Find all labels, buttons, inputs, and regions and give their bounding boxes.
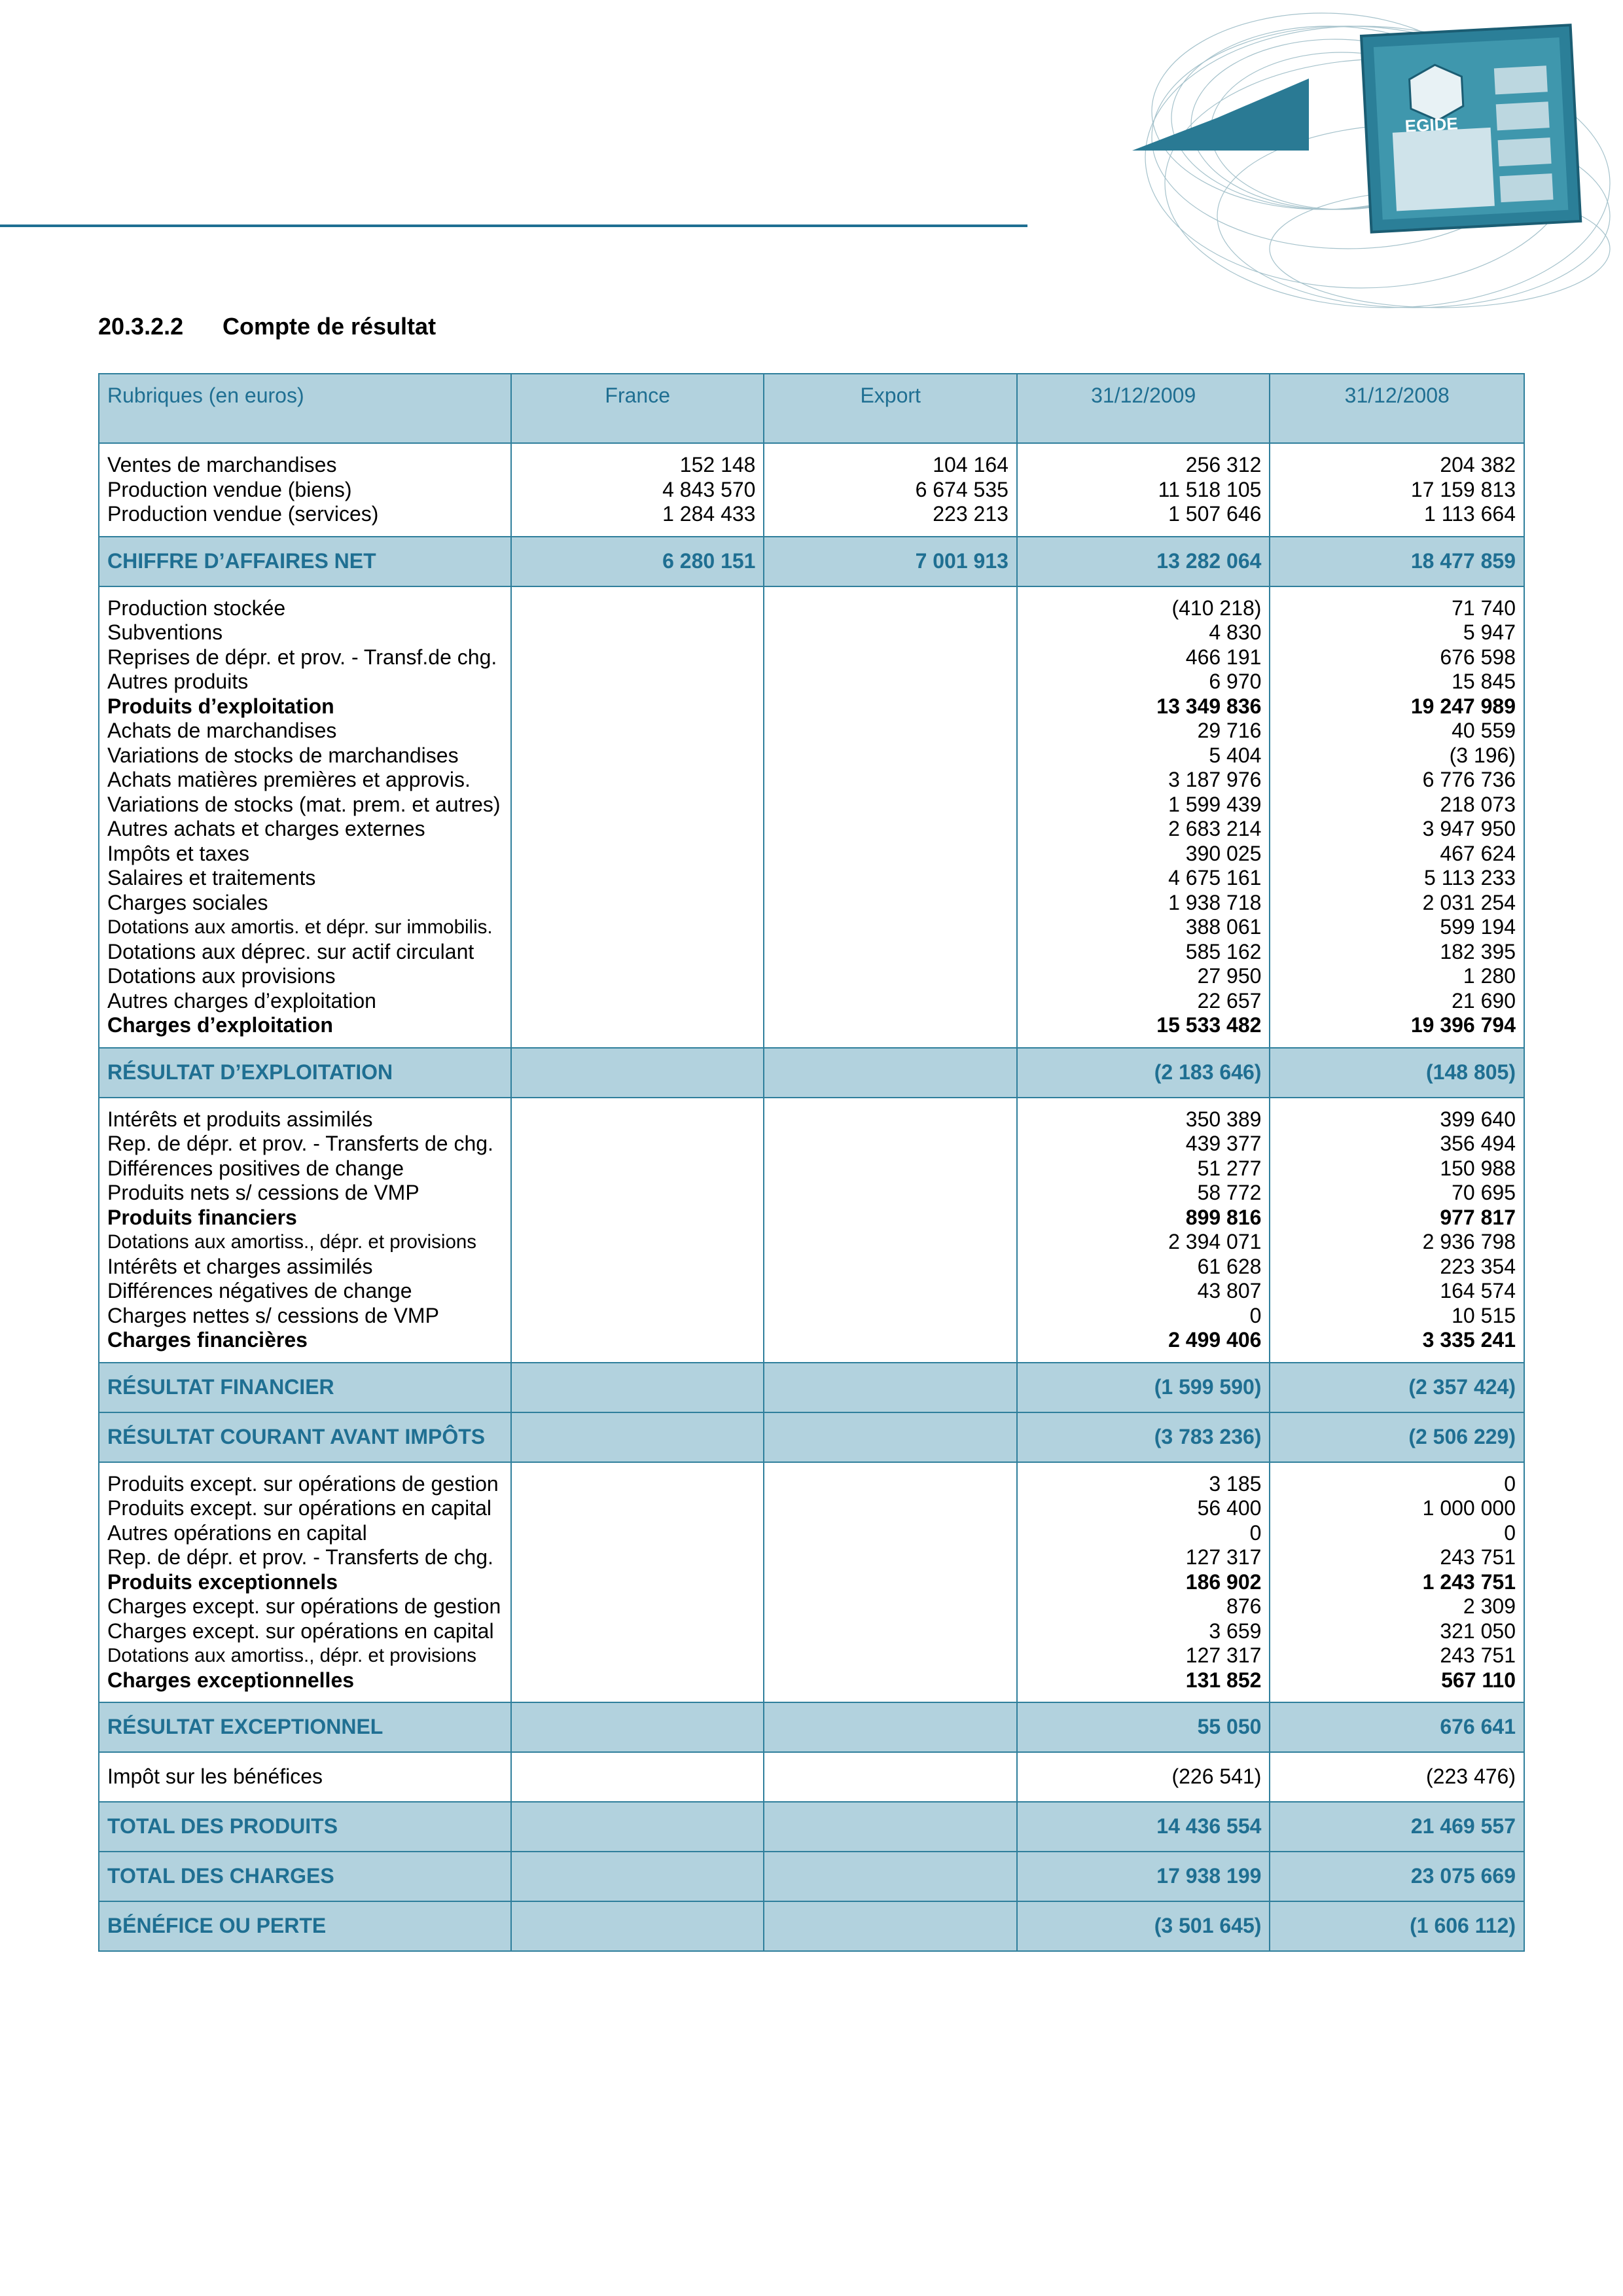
section-number: 20.3.2.2 — [98, 313, 184, 340]
row-value — [520, 694, 755, 719]
label-cell — [99, 1098, 511, 1363]
row-value: 567 110 — [1441, 1668, 1516, 1692]
row-value — [772, 1279, 1008, 1304]
row-label: Achats de marchandises — [107, 719, 337, 742]
row-value: 204 382 — [1440, 453, 1516, 476]
row-value: 6 970 — [1209, 670, 1262, 693]
row-value: 223 213 — [933, 502, 1008, 526]
row-value: 676 598 — [1440, 645, 1516, 669]
row-value — [520, 719, 755, 744]
row-value — [520, 1013, 755, 1038]
value-cell-ex — [764, 1702, 1016, 1752]
row-value: 1 507 646 — [1168, 502, 1262, 526]
row-label: Charges financières — [107, 1328, 308, 1352]
row-value — [520, 1594, 755, 1619]
row-value: 876 — [1226, 1594, 1262, 1618]
row-value: 0 — [1249, 1303, 1262, 1327]
value-cell-y2008: 676 641 — [1270, 1702, 1524, 1752]
row-value — [772, 1496, 1008, 1521]
value-cell-y2008: 21 469 557 — [1270, 1802, 1524, 1852]
row-value: 243 751 — [1440, 1545, 1516, 1569]
row-value: 0 — [1504, 1471, 1516, 1496]
row-value: 2 031 254 — [1422, 890, 1516, 914]
header-rule — [0, 224, 1027, 227]
value-cell-ex — [764, 1852, 1016, 1901]
row-value — [772, 1328, 1008, 1353]
row-label: RÉSULTAT EXCEPTIONNEL — [99, 1702, 511, 1752]
label-cell — [99, 1462, 511, 1703]
value-cell-ex — [764, 1412, 1016, 1462]
row-label: Différences négatives de change — [107, 1279, 412, 1302]
value-cell-y2008 — [1270, 443, 1524, 537]
row-label: Rep. de dépr. et prov. - Transferts de chg. — [107, 1545, 493, 1569]
row-value: 2 499 406 — [1168, 1328, 1262, 1352]
row-value — [772, 1594, 1008, 1619]
value-cell-y2009: 55 050 — [1017, 1702, 1270, 1752]
row-value — [772, 1668, 1008, 1693]
row-value — [772, 719, 1008, 744]
value-cell-y2008: (2 506 229) — [1270, 1412, 1524, 1462]
row-value: 3 185 — [1209, 1471, 1262, 1496]
row-value — [520, 1619, 755, 1644]
row-label: Reprises de dépr. et prov. - Transf.de chg. — [107, 645, 497, 669]
value-cell-ex — [764, 1802, 1016, 1852]
value-cell-y2009: (1 599 590) — [1017, 1363, 1270, 1412]
summary-row — [99, 1852, 1524, 1901]
row-value: 4 675 161 — [1168, 866, 1262, 889]
row-value: 0 — [1504, 1520, 1516, 1545]
row-label: BÉNÉFICE OU PERTE — [99, 1901, 511, 1951]
value-cell-fr — [511, 1098, 764, 1363]
value-cell-ex — [764, 1752, 1016, 1802]
row-value: 61 628 — [1197, 1254, 1262, 1278]
row-value — [520, 1545, 755, 1570]
row-value: 899 816 — [1185, 1205, 1262, 1229]
row-value: 127 317 — [1185, 1643, 1262, 1667]
row-value — [772, 891, 1008, 916]
row-value — [520, 1643, 755, 1668]
row-label: Variations de stocks de marchandises — [107, 743, 459, 767]
row-label: TOTAL DES PRODUITS — [99, 1802, 511, 1852]
row-value — [772, 842, 1008, 867]
value-cell-fr — [511, 1702, 764, 1752]
row-value: 15 845 — [1452, 670, 1516, 693]
row-value: 56 400 — [1197, 1496, 1262, 1520]
row-value — [772, 866, 1008, 891]
row-value: 2 936 798 — [1422, 1230, 1516, 1253]
row-value — [772, 744, 1008, 768]
value-cell-ex — [764, 443, 1016, 537]
row-value: 4 830 — [1209, 620, 1262, 644]
row-label: Produits nets s/ cessions de VMP — [107, 1181, 419, 1204]
value-cell-ex: 7 001 913 — [764, 537, 1016, 586]
row-value — [772, 793, 1008, 817]
row-value — [772, 817, 1008, 842]
row-value: 439 377 — [1185, 1132, 1262, 1155]
table-row — [99, 1752, 1524, 1802]
row-value: 71 740 — [1452, 596, 1516, 620]
row-label: Charges d’exploitation — [107, 1013, 333, 1037]
value-cell-y2008: 18 477 859 — [1270, 537, 1524, 586]
value-cell-y2009: (2 183 646) — [1017, 1048, 1270, 1098]
row-label: Charges sociales — [107, 890, 268, 914]
row-value — [772, 1157, 1008, 1181]
egide-logo — [1047, 0, 1623, 314]
row-value: 43 807 — [1197, 1279, 1262, 1302]
value-cell-fr — [511, 1412, 764, 1462]
row-label: Autres opérations en capital — [107, 1520, 367, 1545]
row-value — [772, 1181, 1008, 1206]
row-label: RÉSULTAT COURANT AVANT IMPÔTS — [99, 1412, 511, 1462]
row-value: 2 309 — [1463, 1594, 1516, 1618]
row-value — [520, 964, 755, 989]
row-value: 3 187 976 — [1168, 768, 1262, 791]
row-value: 13 349 836 — [1156, 694, 1262, 718]
row-value: 70 695 — [1452, 1181, 1516, 1204]
row-value — [520, 866, 755, 891]
row-value: 21 690 — [1452, 988, 1516, 1013]
row-value: 186 902 — [1185, 1570, 1262, 1594]
row-value: 127 317 — [1185, 1545, 1262, 1569]
value-cell-fr — [511, 1363, 764, 1412]
detail-block — [99, 1098, 1524, 1363]
row-value: 256 312 — [1185, 453, 1262, 476]
row-value — [772, 670, 1008, 694]
row-value: 0 — [1249, 1520, 1262, 1545]
value-cell-fr — [511, 1802, 764, 1852]
summary-row — [99, 1048, 1524, 1098]
row-label: Impôts et taxes — [107, 841, 249, 865]
row-value — [520, 1328, 755, 1353]
row-value — [520, 1472, 755, 1497]
row-label: Rep. de dépr. et prov. - Transferts de chg. — [107, 1132, 493, 1155]
row-label: Charges except. sur opérations en capital — [107, 1619, 494, 1643]
row-value — [520, 940, 755, 965]
detail-block — [99, 1462, 1524, 1703]
row-value: 2 394 071 — [1168, 1230, 1262, 1253]
row-value: 399 640 — [1440, 1107, 1516, 1131]
row-value — [520, 1107, 755, 1132]
detail-block — [99, 443, 1524, 537]
row-value — [520, 768, 755, 793]
row-value — [772, 940, 1008, 965]
row-value — [520, 989, 755, 1014]
row-label: Ventes de marchandises — [107, 453, 337, 476]
row-value — [772, 768, 1008, 793]
value-cell-y2009: 13 282 064 — [1017, 537, 1270, 586]
row-value: 243 751 — [1440, 1643, 1516, 1667]
value-cell-ex — [764, 1098, 1016, 1363]
row-value: 599 194 — [1440, 915, 1516, 939]
row-value — [772, 1619, 1008, 1644]
row-label: Impôt sur les bénéfices — [99, 1752, 511, 1802]
value-cell-y2009 — [1017, 1098, 1270, 1363]
row-value — [772, 1545, 1008, 1570]
row-value: 11 518 105 — [1158, 477, 1262, 501]
row-value — [520, 1496, 755, 1521]
row-label: Produits except. sur opérations de gestion — [107, 1471, 499, 1496]
row-value: 58 772 — [1197, 1181, 1262, 1204]
row-value: 223 354 — [1440, 1254, 1516, 1278]
row-label: Production vendue (services) — [107, 502, 379, 526]
row-value: 6 776 736 — [1422, 768, 1516, 791]
value-cell-ex — [764, 1901, 1016, 1951]
summary-row — [99, 537, 1524, 586]
row-value: 10 515 — [1452, 1303, 1516, 1327]
row-value — [772, 964, 1008, 989]
row-value — [520, 744, 755, 768]
row-value: 3 335 241 — [1422, 1328, 1516, 1352]
row-value: 218 073 — [1440, 792, 1516, 816]
value-cell-y2008 — [1270, 1098, 1524, 1363]
column-header: Export — [764, 374, 1016, 443]
row-value — [772, 620, 1008, 645]
column-header: 31/12/2009 — [1017, 374, 1270, 443]
row-label: Différences positives de change — [107, 1156, 404, 1180]
row-value — [520, 1230, 755, 1255]
row-value — [772, 1132, 1008, 1157]
row-value: 1 599 439 — [1168, 792, 1262, 816]
value-cell-fr — [511, 1752, 764, 1802]
row-label: Dotations aux amortiss., dépr. et provisions — [107, 1645, 477, 1666]
row-value — [772, 694, 1008, 719]
value-cell-fr: 6 280 151 — [511, 537, 764, 586]
row-value — [520, 596, 755, 621]
value-cell-y2008: (223 476) — [1270, 1752, 1524, 1802]
row-value: 51 277 — [1197, 1156, 1262, 1180]
row-value: 104 164 — [933, 453, 1008, 476]
value-cell-y2009: (226 541) — [1017, 1752, 1270, 1802]
row-value — [520, 645, 755, 670]
detail-block — [99, 586, 1524, 1048]
row-value — [772, 645, 1008, 670]
row-label: Dotations aux déprec. sur actif circulant — [107, 939, 474, 963]
row-label: Variations de stocks (mat. prem. et autres) — [107, 792, 501, 816]
value-cell-ex — [764, 1048, 1016, 1098]
row-value — [520, 842, 755, 867]
row-value: 3 947 950 — [1422, 817, 1516, 840]
row-label: Autres charges d’exploitation — [107, 988, 376, 1013]
row-value — [772, 1107, 1008, 1132]
value-cell-ex — [764, 1462, 1016, 1703]
row-value: 390 025 — [1185, 841, 1262, 865]
row-value: 466 191 — [1185, 645, 1262, 669]
row-value: 6 674 535 — [915, 477, 1008, 501]
row-value — [520, 817, 755, 842]
row-value: 356 494 — [1440, 1132, 1516, 1155]
row-value — [520, 1181, 755, 1206]
summary-row — [99, 1363, 1524, 1412]
row-value — [772, 989, 1008, 1014]
row-value — [520, 1304, 755, 1329]
row-value: 5 947 — [1463, 620, 1516, 644]
row-label: Produits financiers — [107, 1205, 297, 1229]
row-value — [772, 1472, 1008, 1497]
row-label: Intérêts et charges assimilés — [107, 1254, 373, 1278]
column-header: 31/12/2008 — [1270, 374, 1524, 443]
row-value — [520, 1157, 755, 1181]
row-label: Charges except. sur opérations de gestion — [107, 1594, 501, 1618]
row-value: 1 938 718 — [1168, 890, 1262, 914]
row-value: 4 843 570 — [662, 477, 756, 501]
section-title: Compte de résultat — [223, 313, 437, 340]
row-value: 150 988 — [1440, 1156, 1516, 1180]
row-value — [520, 793, 755, 817]
value-cell-y2008: (2 357 424) — [1270, 1363, 1524, 1412]
row-value: 1 284 433 — [662, 502, 756, 526]
row-value: 27 950 — [1197, 964, 1262, 988]
label-cell — [99, 443, 511, 537]
row-value: 388 061 — [1185, 915, 1262, 939]
value-cell-y2009 — [1017, 1462, 1270, 1703]
row-value — [772, 1230, 1008, 1255]
value-cell-ex — [764, 1363, 1016, 1412]
row-label: Charges exceptionnelles — [107, 1668, 355, 1692]
table-header-row — [99, 374, 1524, 443]
row-value: 977 817 — [1440, 1205, 1516, 1229]
row-value — [772, 1255, 1008, 1280]
row-value — [520, 670, 755, 694]
row-value: 321 050 — [1440, 1619, 1516, 1643]
row-value — [772, 1521, 1008, 1546]
row-label: Production vendue (biens) — [107, 477, 352, 501]
row-value — [772, 1206, 1008, 1230]
income-statement-table — [98, 373, 1525, 1952]
row-value: (3 196) — [1449, 743, 1516, 767]
row-value — [772, 1570, 1008, 1595]
row-value: 19 247 989 — [1410, 694, 1516, 718]
row-value: 164 574 — [1440, 1279, 1516, 1302]
row-value: 19 396 794 — [1410, 1013, 1516, 1037]
row-value — [520, 915, 755, 940]
value-cell-y2009 — [1017, 443, 1270, 537]
row-value — [772, 1013, 1008, 1038]
row-label: Autres produits — [107, 670, 249, 693]
row-value — [520, 1279, 755, 1304]
row-value — [772, 596, 1008, 621]
row-value: 350 389 — [1185, 1107, 1262, 1131]
row-label: Dotations aux amortiss., dépr. et provisions — [107, 1231, 477, 1253]
row-value — [520, 1668, 755, 1693]
row-label: Dotations aux provisions — [107, 964, 336, 988]
row-value: 29 716 — [1197, 719, 1262, 742]
summary-row — [99, 1802, 1524, 1852]
row-label: Charges nettes s/ cessions de VMP — [107, 1303, 439, 1327]
value-cell-fr — [511, 1462, 764, 1703]
summary-row — [99, 1702, 1524, 1752]
value-cell-y2008: (1 606 112) — [1270, 1901, 1524, 1951]
value-cell-y2009: (3 501 645) — [1017, 1901, 1270, 1951]
row-value: 2 683 214 — [1168, 817, 1262, 840]
row-value: 5 404 — [1209, 743, 1262, 767]
value-cell-y2009: 14 436 554 — [1017, 1802, 1270, 1852]
row-value: 1 280 — [1463, 964, 1516, 988]
summary-row — [99, 1412, 1524, 1462]
row-label: Produits except. sur opérations en capital — [107, 1496, 491, 1520]
row-value: 17 159 813 — [1410, 477, 1516, 501]
value-cell-fr — [511, 586, 764, 1048]
row-value: 40 559 — [1452, 719, 1516, 742]
value-cell-fr — [511, 443, 764, 537]
value-cell-y2009 — [1017, 586, 1270, 1048]
row-value: 585 162 — [1185, 939, 1262, 963]
row-value: 467 624 — [1440, 841, 1516, 865]
row-label: Production stockée — [107, 596, 286, 620]
logo-text: EGIDE — [1404, 113, 1459, 136]
row-value: 22 657 — [1197, 988, 1262, 1013]
row-label: RÉSULTAT D’EXPLOITATION — [99, 1048, 511, 1098]
value-cell-y2008: 23 075 669 — [1270, 1852, 1524, 1901]
row-label: Produits d’exploitation — [107, 694, 334, 718]
row-label: Achats matières premières et approvis. — [107, 768, 471, 791]
row-value — [772, 1643, 1008, 1668]
row-value: 1 113 664 — [1424, 502, 1516, 526]
row-value — [520, 1255, 755, 1280]
row-value — [520, 1521, 755, 1546]
row-value — [772, 915, 1008, 940]
row-value: 152 148 — [679, 453, 756, 476]
row-label: CHIFFRE D’AFFAIRES NET — [99, 537, 511, 586]
row-value — [520, 1570, 755, 1595]
row-value: 3 659 — [1209, 1619, 1262, 1643]
row-value — [772, 1304, 1008, 1329]
row-value: (410 218) — [1171, 596, 1262, 620]
row-value — [520, 1206, 755, 1230]
row-label: Salaires et traitements — [107, 866, 316, 889]
value-cell-fr — [511, 1048, 764, 1098]
row-value: 182 395 — [1440, 939, 1516, 963]
value-cell-y2008 — [1270, 1462, 1524, 1703]
value-cell-fr — [511, 1901, 764, 1951]
value-cell-y2008: (148 805) — [1270, 1048, 1524, 1098]
column-header: Rubriques (en euros) — [99, 374, 511, 443]
row-value: 15 533 482 — [1156, 1013, 1262, 1037]
value-cell-y2009: (3 783 236) — [1017, 1412, 1270, 1462]
summary-row — [99, 1901, 1524, 1951]
row-value — [520, 1132, 755, 1157]
row-value: 1 243 751 — [1422, 1570, 1516, 1594]
row-value: 1 000 000 — [1422, 1496, 1516, 1520]
row-value — [520, 620, 755, 645]
column-header: France — [511, 374, 764, 443]
value-cell-fr — [511, 1852, 764, 1901]
label-cell — [99, 586, 511, 1048]
row-value: 5 113 233 — [1424, 866, 1516, 889]
row-label: RÉSULTAT FINANCIER — [99, 1363, 511, 1412]
row-label: TOTAL DES CHARGES — [99, 1852, 511, 1901]
row-value — [520, 891, 755, 916]
row-label: Autres achats et charges externes — [107, 817, 425, 840]
row-value: 131 852 — [1185, 1668, 1262, 1692]
value-cell-ex — [764, 586, 1016, 1048]
value-cell-y2008 — [1270, 586, 1524, 1048]
value-cell-y2009: 17 938 199 — [1017, 1852, 1270, 1901]
section-heading — [98, 313, 436, 340]
row-label: Dotations aux amortis. et dépr. sur immobilis. — [107, 916, 493, 938]
row-label: Produits exceptionnels — [107, 1570, 338, 1594]
row-label: Subventions — [107, 620, 223, 644]
row-label: Intérêts et produits assimilés — [107, 1107, 373, 1131]
